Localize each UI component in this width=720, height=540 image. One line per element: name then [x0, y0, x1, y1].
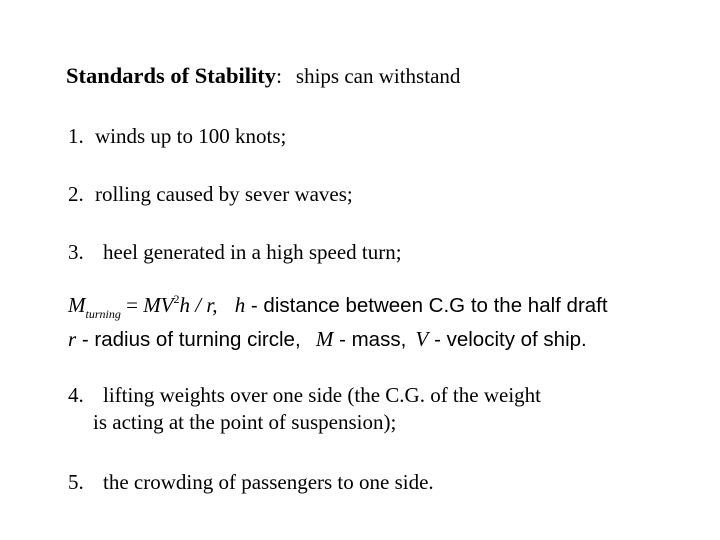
list-item-5: [68, 470, 434, 494]
definition-m: M: [315, 327, 334, 351]
item-number: 1.: [68, 124, 84, 148]
slide-title: [66, 64, 460, 88]
list-item-3: [68, 240, 402, 264]
title-bold: Standards of Stability: [66, 63, 277, 88]
formula-rest: h / r,: [179, 293, 218, 317]
list-item-4-continuation: [93, 410, 396, 434]
definition-v-description: - velocity of ship.: [428, 328, 587, 351]
definition-m-description: - mass,: [333, 328, 407, 351]
list-item-2: [68, 182, 353, 206]
formula-m: M: [68, 293, 86, 317]
formula-subscript: turning: [85, 307, 121, 321]
item-number: 3.: [68, 240, 84, 264]
list-item-1: [68, 124, 286, 148]
formula-h-description: - distance between C.G to the half draft: [245, 294, 608, 317]
definition-r-description: - radius of turning circle,: [76, 328, 301, 351]
title-rest: ships can withstand: [295, 64, 461, 88]
item-text-line-2: is acting at the point of suspension);: [93, 410, 397, 434]
item-number: 4.: [68, 383, 84, 407]
formula-definitions: [68, 327, 587, 352]
item-text: winds up to 100 knots;: [95, 124, 287, 148]
formula-h: h: [234, 293, 246, 317]
item-text: rolling caused by sever waves;: [95, 182, 353, 206]
formula-superscript: 2: [173, 292, 180, 306]
title-colon: :: [276, 64, 282, 88]
formula-mv: MV: [143, 293, 174, 317]
item-number: 5.: [68, 470, 84, 494]
list-item-4: [68, 383, 541, 407]
definition-v: V: [415, 327, 429, 351]
item-text: the crowding of passengers to one side.: [103, 470, 434, 494]
formula-equals: =: [120, 293, 144, 317]
turning-moment-formula: [68, 287, 608, 326]
definition-r: r: [68, 327, 77, 351]
item-text-line-1: lifting weights over one side (the C.G. of the weight: [103, 383, 541, 407]
item-text: heel generated in a high speed turn;: [103, 240, 402, 264]
item-number: 2.: [68, 182, 84, 206]
